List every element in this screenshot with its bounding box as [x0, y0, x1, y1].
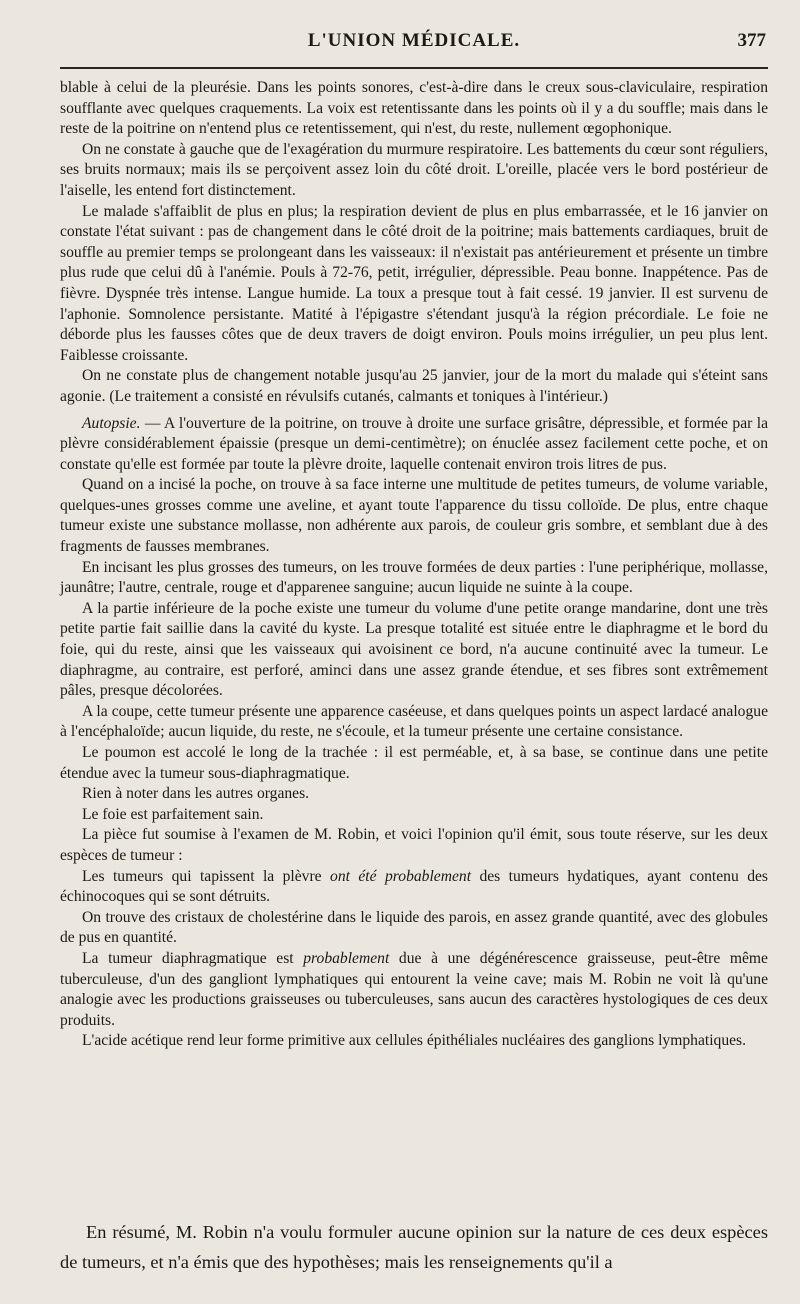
paragraph: A la coupe, cette tumeur présente une apparence caséeuse, et dans quelques points un aspect lardacé analogue à l'encéphaloïde; aucun liquide, du reste, ne s'écoule, et la tumeur présente une certaine consistance. [60, 702, 768, 741]
text-run: des tumeurs hydatiques, ayant contenu des échinocoques qui se sont détruits. [60, 867, 768, 906]
paragraph: Le foie est parfaitement sain. [82, 805, 264, 823]
header-rule [60, 67, 768, 69]
autopsy-paragraph [60, 414, 768, 476]
autopsy-text: — A l'ouverture de la poitrine, on trouve à droite une surface grisâtre, dépressible, et formée par la plèvre considérablement épaissie (presque un demi-centimètre); on énuclée assez facilement cette poche, et on constate qu'elle est formée par toute la plèvre droite, laquelle contenait environ trois litres de pus. [60, 414, 768, 473]
paragraph: En incisant les plus grosses des tumeurs, on les trouve formées de deux parties : l'une periphérique, mollasse, jaunâtre; l'autre, centrale, rouge et d'apparenee sanguine; aucun liquide ne suinte à la coupe. [60, 558, 768, 597]
emphasis: ont été probablement [330, 867, 472, 885]
summary-section [60, 1217, 768, 1277]
paragraph: La pièce fut soumise à l'examen de M. Robin, et voici l'opinion qu'il émit, sous toute réserve, sur les deux espèces de tumeur : [60, 826, 768, 864]
paragraph: On ne constate plus de changement notable jusqu'au 25 janvier, jour de la mort du malade qui s'éteint sans agonie. (Le traitement a consisté en révulsifs cutanés, calmants et toniques à l'intérieur.) [60, 367, 768, 405]
page-number: 377 [737, 30, 766, 51]
paragraph: Le malade s'affaiblit de plus en plus; la respiration devient de plus en plus embarrassée, et le 16 janvier on constate l'état suivant : pas de changement dans le côté droit de la poitrine; mais battements cardiaques, bruit de souffle au premier temps se prolongeant dans les vaisseaux: il n'existait pas antérieurement et présente un timbre plus rude que celui dû à l'anémie. Pouls à 72-76, petit, irrégulier, dépressible. Peau bonne. Inappétence. Pas de fièvre. Dyspnée très intense. Langue humide. La toux a presque tout à fait cessé. 19 janvier. Il est survenu de l'aphonie. Somnolence persistante. Matité à l'épigastre s'étendant jusqu'à la région précordiale. Le foie ne déborde plus les fausses côtes que de deux travers de doigt environ. Pouls moins irrégulier, un peu plus lent. Faiblesse croissante. [60, 202, 768, 364]
article-body [60, 78, 768, 1052]
robin-opinion-pleura [60, 867, 768, 908]
autopsy-label: Autopsie. [82, 414, 141, 432]
paragraph: Rien à noter dans les autres organes. [82, 785, 310, 803]
paragraph: A la partie inférieure de la poche existe une tumeur du volume d'une petite orange mandarine, dont une très petite partie fait saillie dans la cavité du kyste. La presque totalité est située entre le diaphragme et le bord du foie, qui du reste, ainsi que les vaisseaux qui avoisinent ce bord, n'a aucune continuité avec la tumeur. Le diaphragme, au contraire, est perforé, aminci dans une assez grande étendue, et ses fibres sont extrêmement pâles, presque décolorées. [60, 599, 768, 700]
running-title: L'UNION MÉDICALE. [307, 30, 521, 51]
robin-opinion-diaphragm [60, 949, 768, 1031]
summary-paragraph: En résumé, M. Robin n'a voulu formuler aucune opinion sur la nature de ces deux espèces de tumeurs, et n'a émis que des hypothèses; mais les renseignements qu'il a [60, 1222, 768, 1272]
emphasis: probablement [303, 949, 390, 967]
paragraph: On trouve des cristaux de cholestérine dans le liquide des parois, en assez grande quantité, avec des globules de pus en quantité. [60, 908, 768, 947]
paragraph: L'acide acétique rend leur forme primitive aux cellules épithéliales nucléaires des ganglions lymphatiques. [82, 1032, 747, 1050]
text-run: Les tumeurs qui tapissent la plèvre [82, 867, 331, 885]
paragraph: blable à celui de la pleurésie. Dans les points sonores, c'est-à-dire dans le creux sous-claviculaire, respiration soufflante avec quelques craquements. La voix est retentissante dans les points où il y a du souffle; mais dans le reste de la poitrine on n'entend plus ce retentissement, qui n'est, du reste, nullement œgophonique. [60, 79, 768, 138]
text-run: due à une dégénérescence graisseuse, peut-être même tuberculeuse, d'un des gangliont lymphatiques qui entourent la veine cave; mais M. Robin ne voit là qu'une analogie avec les productions graisseuses ou tuberculeuses, sans aucun des caractères hystologiques de ces deux produits. [60, 949, 768, 1029]
page-header [60, 30, 768, 60]
text-run: La tumeur diaphragmatique est [82, 949, 304, 967]
paragraph: On ne constate à gauche que de l'exagération du murmure respiratoire. Les battements du cœur sont réguliers, ses bruits normaux; mais ils se perçoivent assez loin du côté droit. L'oreille, placée vers le bord postérieur de l'aiselle, les entend fort distinctement. [60, 140, 768, 199]
paragraph: Le poumon est accolé le long de la trachée : il est perméable, et, à sa base, se continue dans une petite étendue avec la tumeur sous-diaphragmatique. [60, 744, 768, 782]
paragraph: Quand on a incisé la poche, on trouve à sa face interne une multitude de petites tumeurs, de volume variable, quelques-unes grosses comme une aveline, et ayant toute l'apparence du tissu colloïde. De plus, entre chaque tumeur existe une substance mollasse, non adhérente aux parois, de couleur gris sombre, et semblant due à des fragments de fausses membranes. [60, 476, 768, 556]
